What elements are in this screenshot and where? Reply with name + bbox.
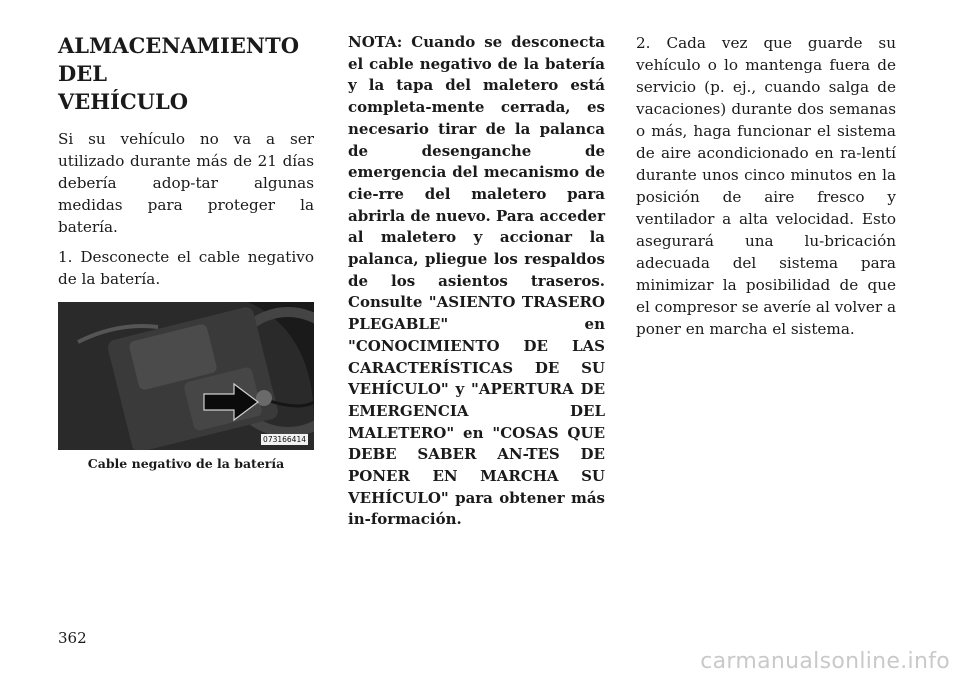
middle-column — [348, 32, 605, 531]
step-2-paragraph: 2. Cada vez que guarde su vehículo o lo mantenga fuera de servicio (p. ej., cuando salga de vacaciones) durante dos semanas o más, haga funcionar el sistema de aire acondicionado en ra-lentí durante unos cinco minutos en la posición de aire fresco y ventilador a alta velocidad. Esto asegurará una lu-bricación adecuada del sistema para minimizar la posibilidad de que el compresor se averíe al volver a poner en marcha el sistema. — [636, 34, 896, 338]
figure-caption: Cable negativo de la batería — [87, 456, 285, 471]
section-heading-line2: VEHÍCULO — [58, 89, 189, 114]
section-heading-line1: ALMACENAMIENTO DEL — [58, 33, 299, 86]
right-column — [636, 32, 896, 348]
step-1-paragraph: 1. Desconecte el cable negativo de la batería. — [58, 248, 314, 288]
note-paragraph: NOTA: Cuando se desconecta el cable negativo de la batería y la tapa del maletero está completa-mente cerrada, es necesario tirar de la palanca de desenganche de emergencia del mecanismo de cie-rre del maletero para abrirla de nuevo. Para acceder al maletero y accionar la palanca, pliegue los respaldos de los asientos traseros. Consulte "ASIENTO TRASERO PLEGABLE" en "CONOCIMIENTO DE LAS CARACTERÍSTICAS DE SU VEHÍCULO" y "APERTURA DE EMERGENCIA DEL MALETERO" en "COSAS QUE DEBE SABER AN-TES DE PONER EN MARCHA SU VEHÍCULO" para obtener más in-formación. — [348, 33, 605, 529]
left-column — [58, 32, 314, 471]
figure-code: 073166414 — [263, 435, 306, 444]
intro-paragraph: Si su vehículo no va a ser utilizado durante más de 21 días debería adop-tar algunas medidas para proteger la batería. — [58, 130, 314, 236]
watermark: carmanualsonline.info — [700, 649, 950, 674]
page-number: 362 — [58, 629, 87, 647]
section-heading — [58, 32, 314, 116]
battery-photo — [58, 302, 314, 450]
battery-illustration — [58, 302, 314, 450]
